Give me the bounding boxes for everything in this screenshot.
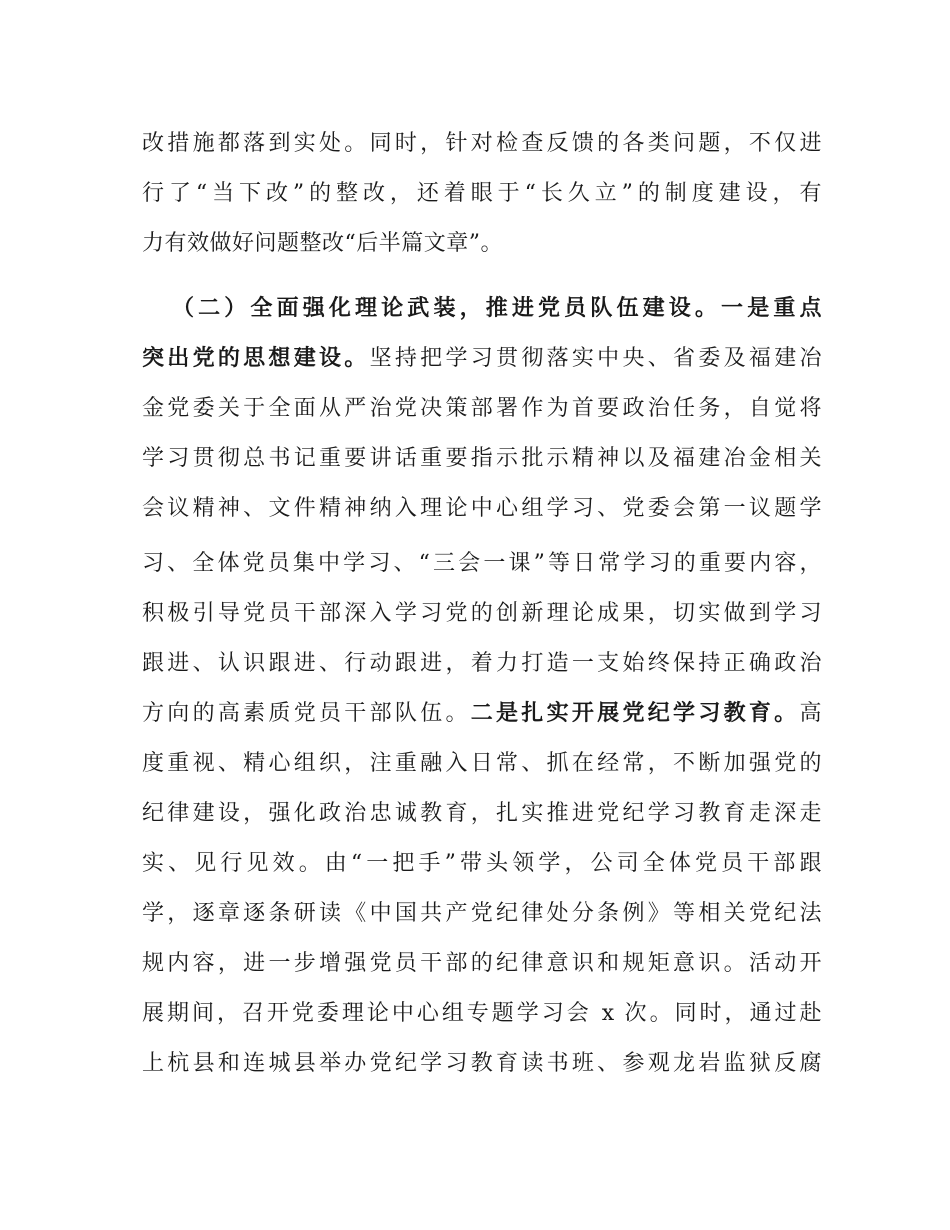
- paragraph-text: 坚持把学习贯彻落实中央、省委及福建冶: [369, 346, 822, 371]
- paragraph-line: 实、见行见效。由“一把手”带头领学，公司全体党员干部跟: [142, 851, 822, 876]
- paragraph-line: 规内容，进一步增强党员干部的纪律意识和规矩意识。活动开: [142, 951, 822, 976]
- subheading-first-point: 突出党的思想建设。: [142, 346, 370, 371]
- paragraph-line: 学，逐章逐条研读《中国共产党纪律处分条例》等相关党纪法: [142, 901, 822, 926]
- paragraph-text: 高: [799, 701, 822, 726]
- paragraph-line: 会议精神、文件精神纳入理论中心组学习、党委会第一议题学: [142, 496, 822, 521]
- paragraph-line: 纪律建设，强化政治忠诚教育，扎实推进党纪学习教育走深走: [142, 801, 822, 826]
- paragraph-line: 习、全体党员集中学习、“三会一课”等日常学习的重要内容，: [142, 551, 822, 576]
- paragraph-line: 行了“当下改”的整改，还着眼于“长久立”的制度建设，有: [142, 181, 822, 206]
- section-heading-line: [172, 287, 822, 331]
- paragraph-line: 展期间，召开党委理论中心组专题学习会 x 次。同时，通过赴: [142, 1001, 822, 1026]
- paragraph-line: [142, 692, 822, 736]
- paragraph-line: 学习贯彻总书记重要讲话重要指示批示精神以及福建冶金相关: [142, 446, 822, 471]
- paragraph-line: 跟进、认识跟进、行动跟进，着力打造一支始终保持正确政治: [142, 651, 822, 676]
- paragraph-line: 力有效做好问题整改“后半篇文章”。: [142, 231, 503, 256]
- paragraph-line: 积极引导党员干部深入学习党的创新理论成果，切实做到学习: [142, 601, 822, 626]
- paragraph-line: 改措施都落到实处。同时，针对检查反馈的各类问题，不仅进: [142, 131, 822, 156]
- paragraph-line: 上杭县和连城县举办党纪学习教育读书班、参观龙岩监狱反腐: [142, 1051, 822, 1076]
- paragraph-line: [142, 337, 822, 381]
- paragraph-line: 度重视、精心组织，注重融入日常、抓在经常，不断加强党的: [142, 751, 822, 776]
- paragraph-line: 金党委关于全面从严治党决策部署作为首要政治任务，自觉将: [142, 396, 822, 421]
- section-heading: （二）全面强化理论武装，推进党员队伍建设。一是重点: [172, 296, 822, 321]
- subheading-second-point: 二是扎实开展党纪学习教育。: [470, 701, 800, 726]
- paragraph-text: 方向的高素质党员干部队伍。: [142, 701, 471, 726]
